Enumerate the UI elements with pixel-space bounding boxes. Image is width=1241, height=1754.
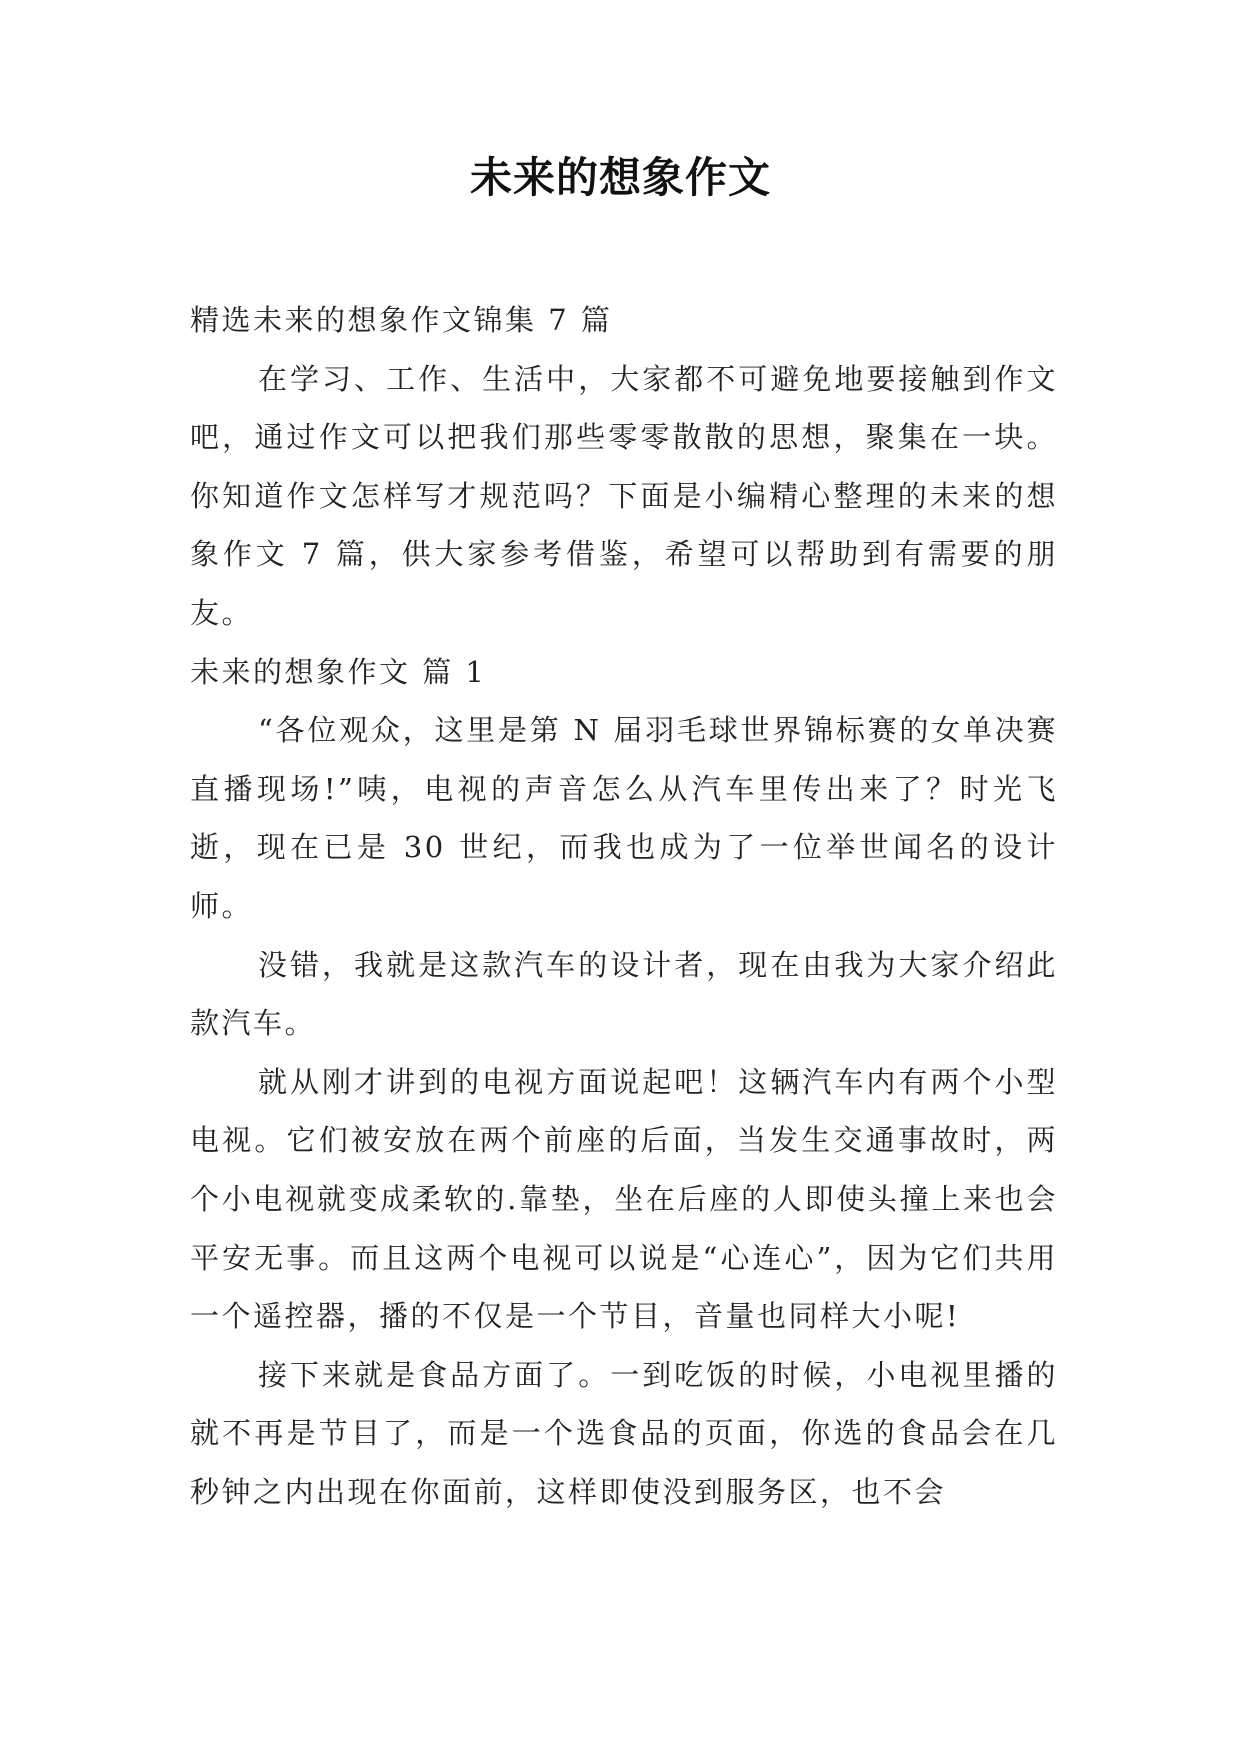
body-paragraph: 接下来就是食品方面了。一到吃饭的时候，小电视里播的就不再是节目了，而是一个选食品的页面，你选的食品会在几秒钟之内出现在你面前，这样即使没到服务区，也不会 bbox=[190, 1357, 1058, 1509]
body-paragraph: “各位观众，这里是第 N 届羽毛球世界锦标赛的女单决赛直播现场!”咦，电视的声音怎么从汽车里传出来了？时光飞逝，现在已是 30 世纪，而我也成为了一位举世闻名的设计师。 bbox=[190, 713, 1058, 923]
document-title: 未来的想象作文 bbox=[469, 153, 771, 202]
body-paragraph: 没错，我就是这款汽车的设计者，现在由我为大家介绍此款汽车。 bbox=[190, 947, 1058, 1041]
body-paragraph: 就从刚才讲到的电视方面说起吧！这辆汽车内有两个小型电视。它们被安放在两个前座的后面，当发生交通事故时，两个小电视就变成柔软的.靠垫，坐在后座的人即使头撞上来也会平安无事。而且这两个电视可以说是“心连心”，因为它们共用一个遥控器，播的不仅是一个节目，音量也同样大小呢! bbox=[190, 1064, 1058, 1334]
section-heading: 未来的想象作文 篇 1 bbox=[190, 654, 487, 689]
document-body bbox=[190, 291, 1058, 1521]
document-subtitle: 精选未来的想象作文锦集 7 篇 bbox=[190, 303, 613, 337]
intro-paragraph: 在学习、工作、生活中，大家都不可避免地要接触到作文吧，通过作文可以把我们那些零零散散的思想，聚集在一块。你知道作文怎样写才规范吗？下面是小编精心整理的未来的想象作文 7 篇，供大家参考借鉴，希望可以帮助到有需要的朋友。 bbox=[190, 361, 1058, 630]
